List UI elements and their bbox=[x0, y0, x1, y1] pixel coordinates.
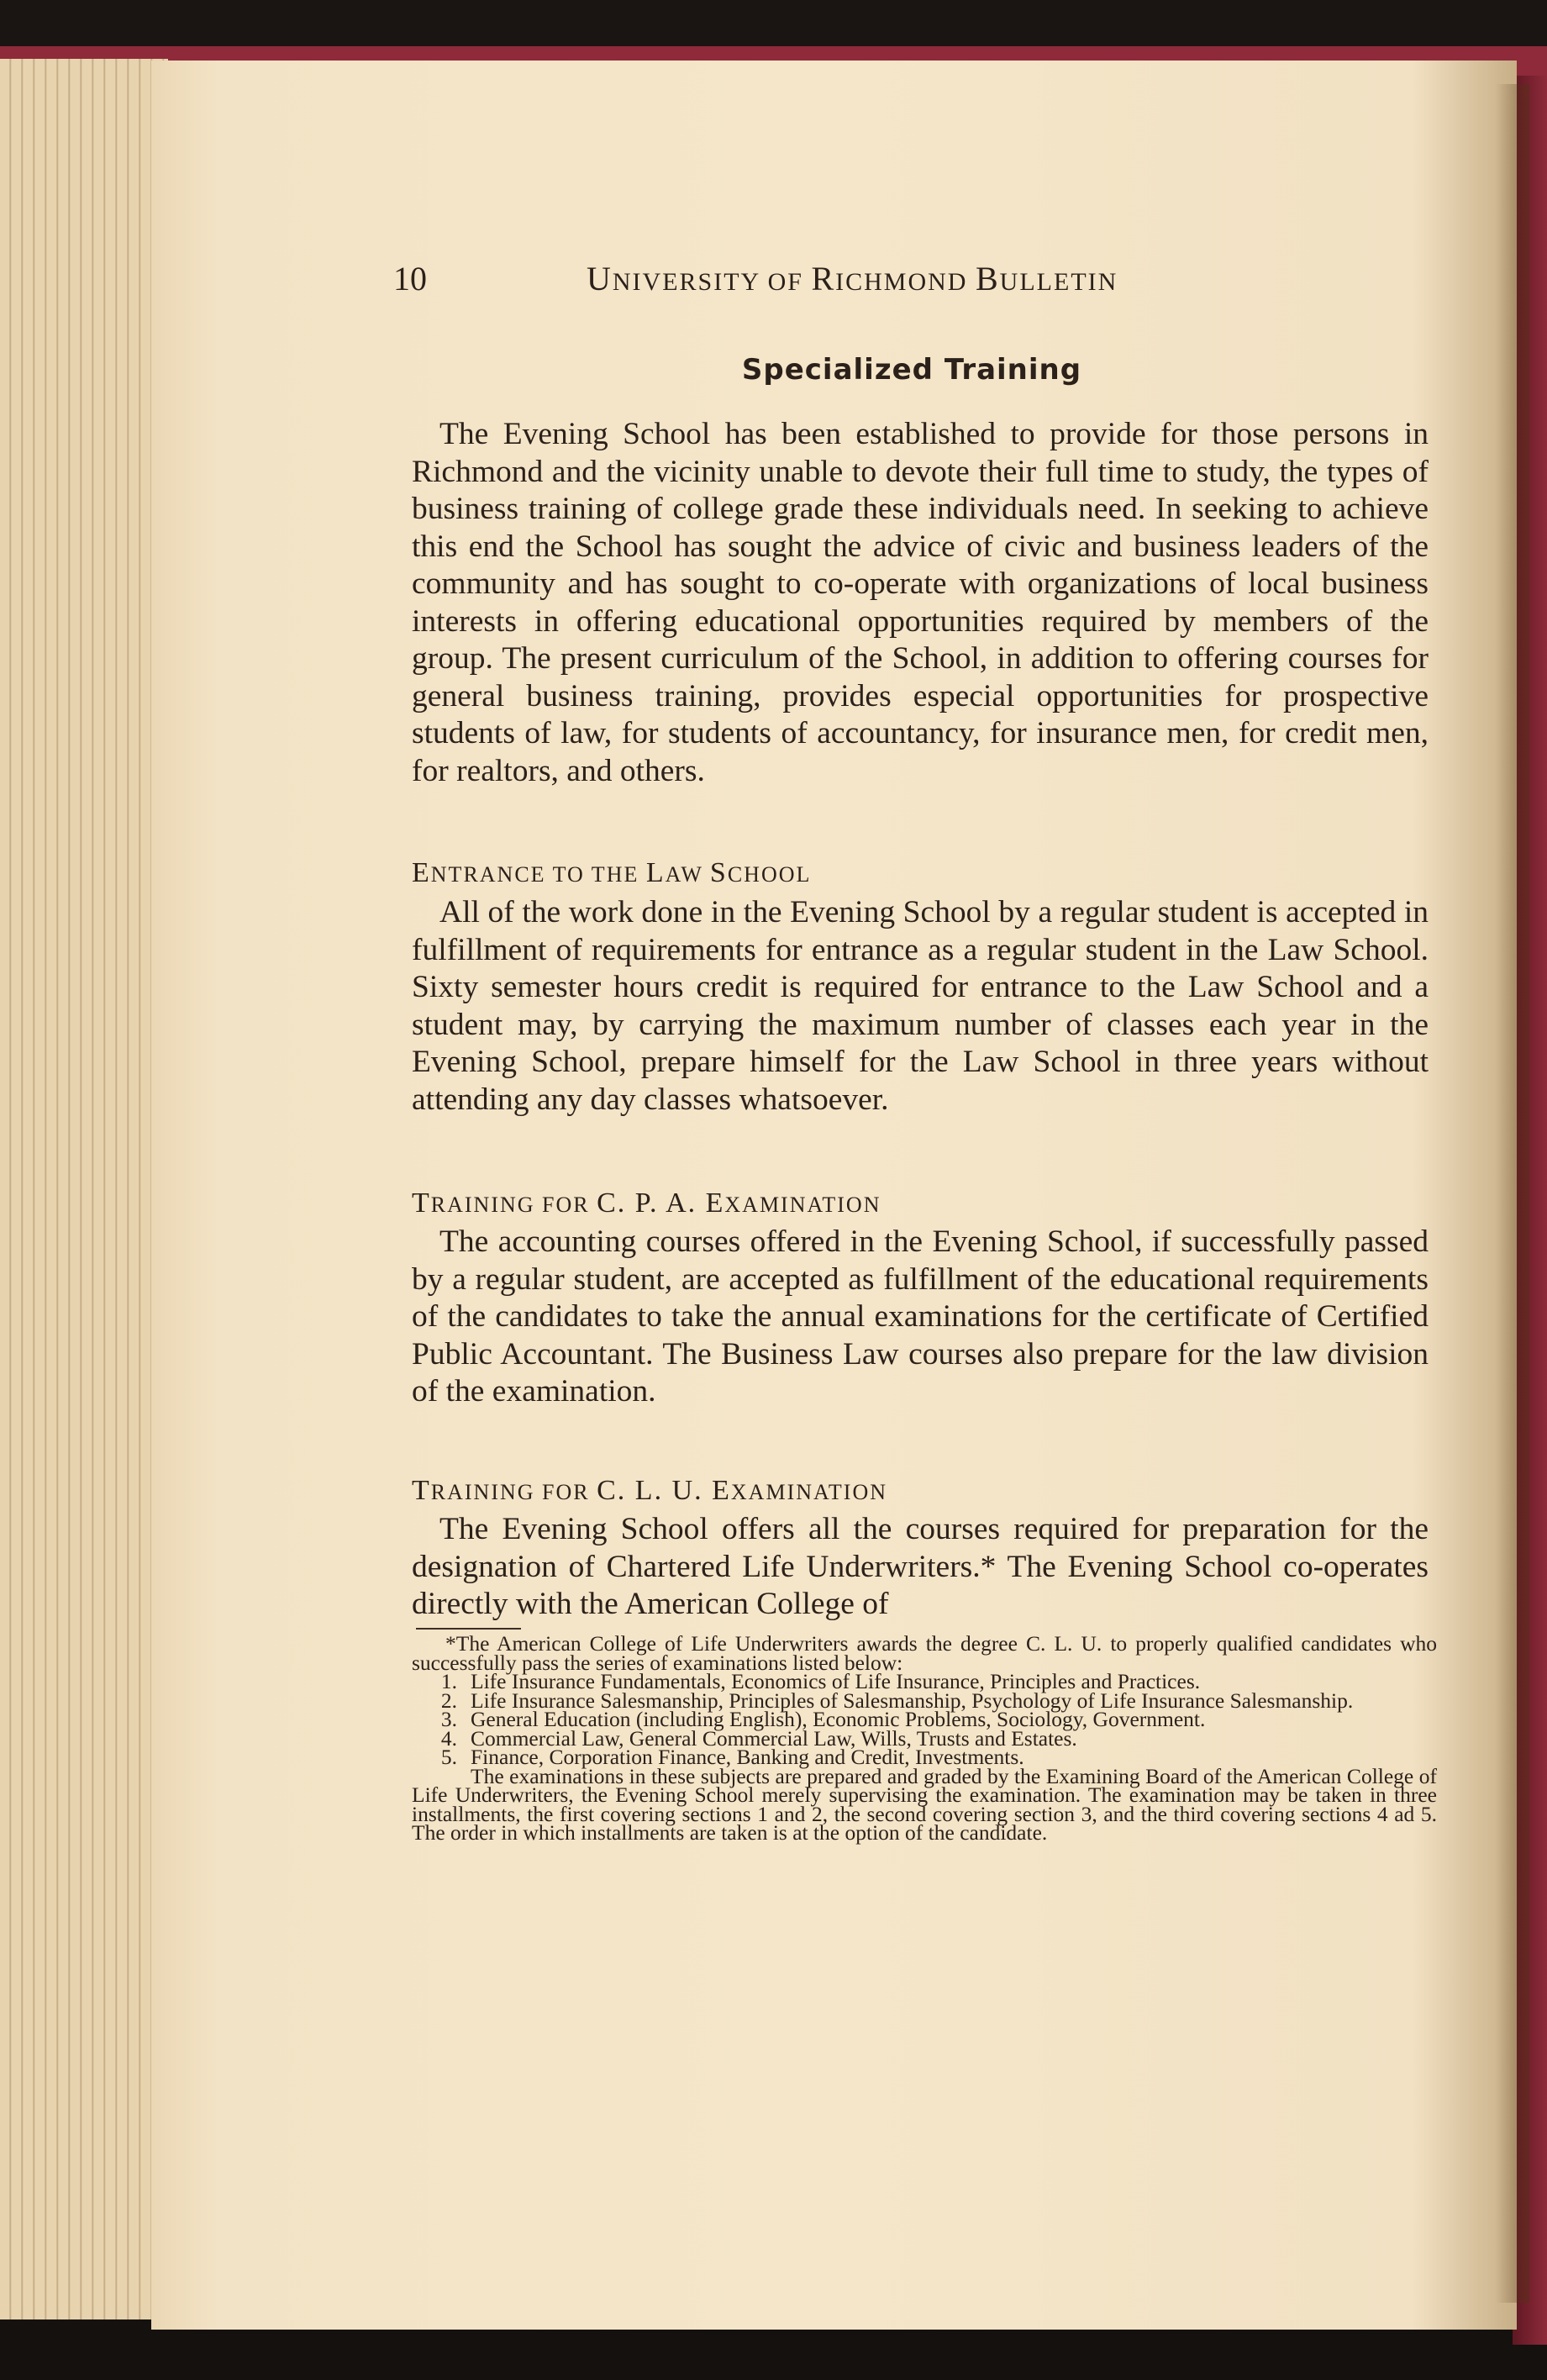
heading-cpa-examination: TRAINING FOR C. P. A. EXAMINATION bbox=[412, 1187, 881, 1219]
heading-entrance-law-school: ENTRANCE TO THE LAW SCHOOL bbox=[412, 857, 812, 888]
page-curl-shadow bbox=[1496, 84, 1529, 2303]
bulletin-title: UNIVERSITY OF RICHMOND BULLETIN bbox=[587, 260, 1118, 298]
list-item: 4. Commercial Law, General Commercial Law, Wills, Trusts and Estates. bbox=[440, 1725, 1077, 1751]
paragraph-cpa-examination: The accounting courses offered in the Evening School, if successfully passed by a regular student, are accepted as fulfillment of the educational requirements of the candidates to take the annual examinations for the certificate of Certified Public Accountant. The Business Law courses also prepare for the law division of the examination. bbox=[412, 1224, 1429, 1409]
heading-clu-examination: TRAINING FOR C. L. U. EXAMINATION bbox=[412, 1475, 887, 1506]
footnote-lead: *The American College of Life Underwriters awards the degree C. L. U. to properly qualified candidates who successfully pass the series of examinations listed below: bbox=[412, 1631, 1437, 1675]
footnote-exam-list bbox=[412, 1669, 1437, 1769]
footnote-tail: The examinations in these subjects are prepared and graded by the Examining Board of the American College of Life Underwriters, the Evening School merely supervising the examination. The examination may be taken in three installments, the first covering sections 1 and 2, the second covering section 3, and the third covering sections 4 ad 5. The order in which installments are taken is at the option of the candidate. bbox=[412, 1763, 1437, 1845]
paragraph-clu-examination: The Evening School offers all the courses required for preparation for the designation of Chartered Life Underwriters.* The Evening School co-operates directly with the American College of bbox=[412, 1512, 1429, 1621]
running-header bbox=[393, 259, 1234, 309]
section-title: Specialized Training bbox=[741, 353, 1082, 387]
footnote bbox=[412, 1631, 1437, 1845]
background-shadow bbox=[0, 0, 1547, 46]
list-item: 1. Life Insurance Fundamentals, Economics of Life Insurance, Principles and Practices. bbox=[440, 1669, 1201, 1693]
page-number: 10 bbox=[393, 260, 427, 298]
list-item: 2. Life Insurance Salesmanship, Principles of Salesmanship, Psychology of Life Insurance Salesmanship. bbox=[440, 1688, 1354, 1713]
paragraph-entrance-law-school: All of the work done in the Evening School by a regular student is accepted in fulfillment of requirements for entrance as a regular student in the Law School. Sixty semester hours credit is required for entrance to the Law School and a student may, by carrying the maximum number of classes each year in the Evening School, prepare himself for the Law School in three years without attending any day classes whatsoever. bbox=[412, 895, 1429, 1117]
list-item: 5. Finance, Corporation Finance, Banking and Credit, Investments. bbox=[440, 1745, 1024, 1769]
footnote-rule bbox=[416, 1628, 521, 1630]
page-edges-stack bbox=[0, 59, 168, 2319]
list-item: 3. General Education (including English), Economic Problems, Sociology, Government. bbox=[440, 1707, 1206, 1731]
intro-paragraph: The Evening School has been established to provide for those persons in Richmond and the vicinity unable to devote their full time to study, the types of business training of college grade these individuals need. In seeking to achieve this end the School has sought the advice of civic and business leaders of the community and has sought to co-operate with organizations of local business interests in offering educational opportunities required by members of the group. The present curriculum of the School, in addition to offering courses for general business training, provides especial opportunities for prospective students of law, for students of accountancy, for insurance men, for credit men, for realtors, and others. bbox=[412, 417, 1429, 788]
